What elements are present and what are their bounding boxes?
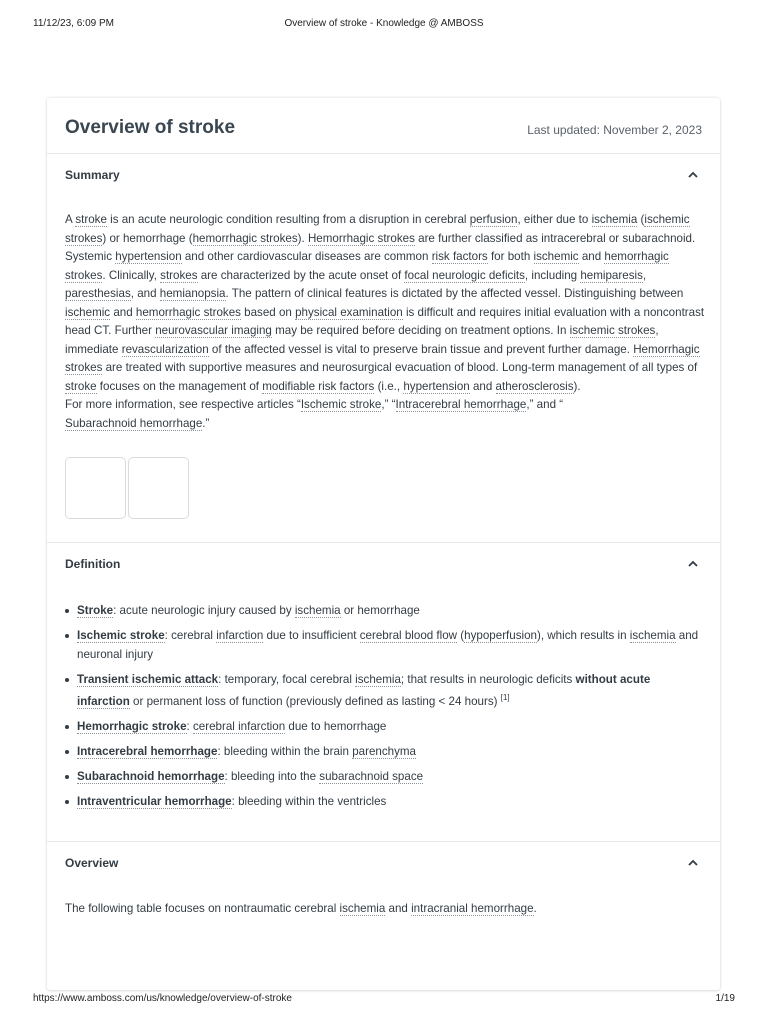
list-item: Subarachnoid hemorrhage: bleeding into the subarachnoid space [65,768,705,787]
article-header [47,98,720,154]
reference-marker[interactable]: [1] [500,693,510,702]
summary-label: Summary [65,168,120,182]
link-ischemia[interactable]: ischemia [339,902,386,915]
link-atherosclerosis[interactable]: atherosclerosis [495,379,574,393]
link-ischemic[interactable]: ischemic [533,250,579,263]
chevron-up-icon[interactable] [686,856,700,870]
link-neurovascular-imaging[interactable]: neurovascular imaging [155,324,272,337]
list-item: Stroke: acute neurologic injury caused by ischemia or hemorrhage [65,602,705,621]
overview-text: The following table focuses on nontraumatic cerebral ischemia and intracranial hemorrhage. [65,902,537,915]
summary-text: A stroke is an acute neurologic condition resulting from a disruption in cerebral perfusion, either due to ischemia (ischemic strokes) or hemorrhage (hemorrhagic strokes). Hemorrhagic strokes are further classified as intracerebral or subarachnoid. Systemic hypertension and other cardiovascular diseases are common risk factors for both ischemic and hemorrhagic strokes. Clinically, strokes are characterized by the acute onset of focal neurologic deficits, including hemiparesis, paresthesias, and hemianopsia. The pattern of clinical features is dictated by the affected vessel. Distinguishing between ischemic and hemorrhagic strokes based on physical examination is difficult and requires initial evaluation with a noncontrast head CT. Further neurovascular imaging may be required before deciding on treatment options. In ischemic strokes, immediate revascularization of the affected vessel is vital to preserve brain tissue and prevent further damage. Hemorrhagic strokes are treated with supportive measures and neurosurgical evacuation of blood. Long-term management of all types of stroke focuses on the management of modifiable risk factors (i.e., hypertension and atherosclerosis). For more information, see respective articles “Ischemic stroke,” “Intracerebral hemorrhage,” and “ Subarachnoid hemorrhage.” [65,213,705,430]
link-stroke[interactable]: stroke [75,213,107,226]
print-url: https://www.amboss.com/us/knowledge/overview-of-stroke [33,993,292,1004]
print-datetime: 11/12/23, 6:09 PM [33,18,114,29]
term-link[interactable]: Stroke [77,604,114,617]
media-thumbnail[interactable] [65,457,126,519]
link-hemorrhagic-strokes[interactable]: Hemorrhagic strokes [307,231,415,245]
link-paresthesias[interactable]: paresthesias [65,287,131,300]
term-link[interactable]: Intracerebral hemorrhage [77,744,218,758]
link-subarachnoid-hemorrhage-article[interactable]: Subarachnoid hemorrhage [65,416,203,430]
list-item: Intraventricular hemorrhage: bleeding within the ventricles [65,793,705,812]
link-ischemic-strokes[interactable]: ischemic strokes [65,213,690,245]
link-ischemic-stroke-article[interactable]: Ischemic stroke [300,398,382,411]
term-link[interactable]: Intraventricular hemorrhage [77,794,232,808]
summary-section-header[interactable] [47,154,720,194]
link-stroke[interactable]: stroke [65,379,97,393]
link-infarction[interactable]: infarction [216,629,264,642]
chevron-up-icon[interactable] [686,557,700,571]
term-link[interactable]: Ischemic stroke [77,629,165,642]
link-ischemia[interactable]: ischemia [355,672,401,686]
overview-label: Overview [65,856,119,870]
link-hemianopsia[interactable]: hemianopsia [159,287,226,300]
link-perfusion[interactable]: perfusion [469,213,518,226]
list-item: Hemorrhagic stroke: cerebral infarction due to hemorrhage [65,718,705,737]
link-hemorrhagic-strokes[interactable]: hemorrhagic strokes [135,305,241,319]
link-ischemic[interactable]: ischemic [65,305,111,319]
list-item: Transient ischemic attack: temporary, focal cerebral ischemia; that results in neurologic deficits without acute infarction or permanent loss of function (previously defined as lasting < 24 hours) [1] [65,671,705,712]
link-strokes[interactable]: strokes [160,268,198,282]
link-physical-examination[interactable]: physical examination [295,305,403,319]
link-hemorrhagic-strokes[interactable]: Hemorrhagic strokes [65,342,700,374]
article-card [47,98,720,990]
term-link[interactable]: Transient ischemic attack [77,672,219,686]
chevron-up-icon[interactable] [686,168,700,182]
list-item: Ischemic stroke: cerebral infarction due to insufficient cerebral blood flow (hypoperfusion), which results in ischemia and neuronal injury [65,627,705,664]
link-risk-factors[interactable]: risk factors [431,250,488,263]
link-cerebral-blood-flow[interactable]: cerebral blood flow [359,629,458,642]
link-hypertension[interactable]: hypertension [115,250,182,263]
print-page-title: Overview of stroke - Knowledge @ AMBOSS [284,18,484,29]
definition-list [65,602,705,818]
link-hypoperfusion[interactable]: hypoperfusion [464,629,537,642]
link-focal-neurologic-deficits[interactable]: focal neurologic deficits [404,268,525,282]
link-subarachnoid-space[interactable]: subarachnoid space [319,769,424,783]
link-ischemic-strokes[interactable]: ischemic strokes [569,324,656,337]
link-hypertension[interactable]: hypertension [403,379,470,393]
link-hemorrhagic-strokes[interactable]: hemorrhagic strokes [192,231,298,245]
list-item: Intracerebral hemorrhage: bleeding within the brain parenchyma [65,743,705,762]
link-modifiable-risk-factors[interactable]: modifiable risk factors [262,379,375,393]
link-hemorrhagic-strokes[interactable]: hemorrhagic strokes [65,250,669,282]
term-link[interactable]: Hemorrhagic stroke [77,719,187,733]
link-cerebral-infarction[interactable]: cerebral infarction [193,719,286,733]
term-link[interactable]: Subarachnoid hemorrhage [77,769,225,783]
link-parenchyma[interactable]: parenchyma [352,744,416,758]
link-intracranial-hemorrhage[interactable]: intracranial hemorrhage [411,902,534,915]
definition-section-header[interactable] [47,543,720,583]
link-ischemia[interactable]: ischemia [294,604,341,617]
definition-label: Definition [65,557,121,571]
last-updated: Last updated: November 2, 2023 [527,123,702,137]
link-ischemia[interactable]: ischemia [591,213,638,226]
print-page-count: 1/19 [715,993,735,1004]
link-hemiparesis[interactable]: hemiparesis [580,268,643,282]
media-thumbnail[interactable] [128,457,189,519]
link-ischemia[interactable]: ischemia [629,629,676,642]
link-infarction[interactable]: infarction [77,694,130,708]
overview-section-header[interactable] [47,842,720,882]
page-title: Overview of stroke [65,117,236,138]
link-revascularization[interactable]: revascularization [121,342,209,356]
link-intracerebral-hemorrhage-article[interactable]: Intracerebral hemorrhage [395,398,527,411]
